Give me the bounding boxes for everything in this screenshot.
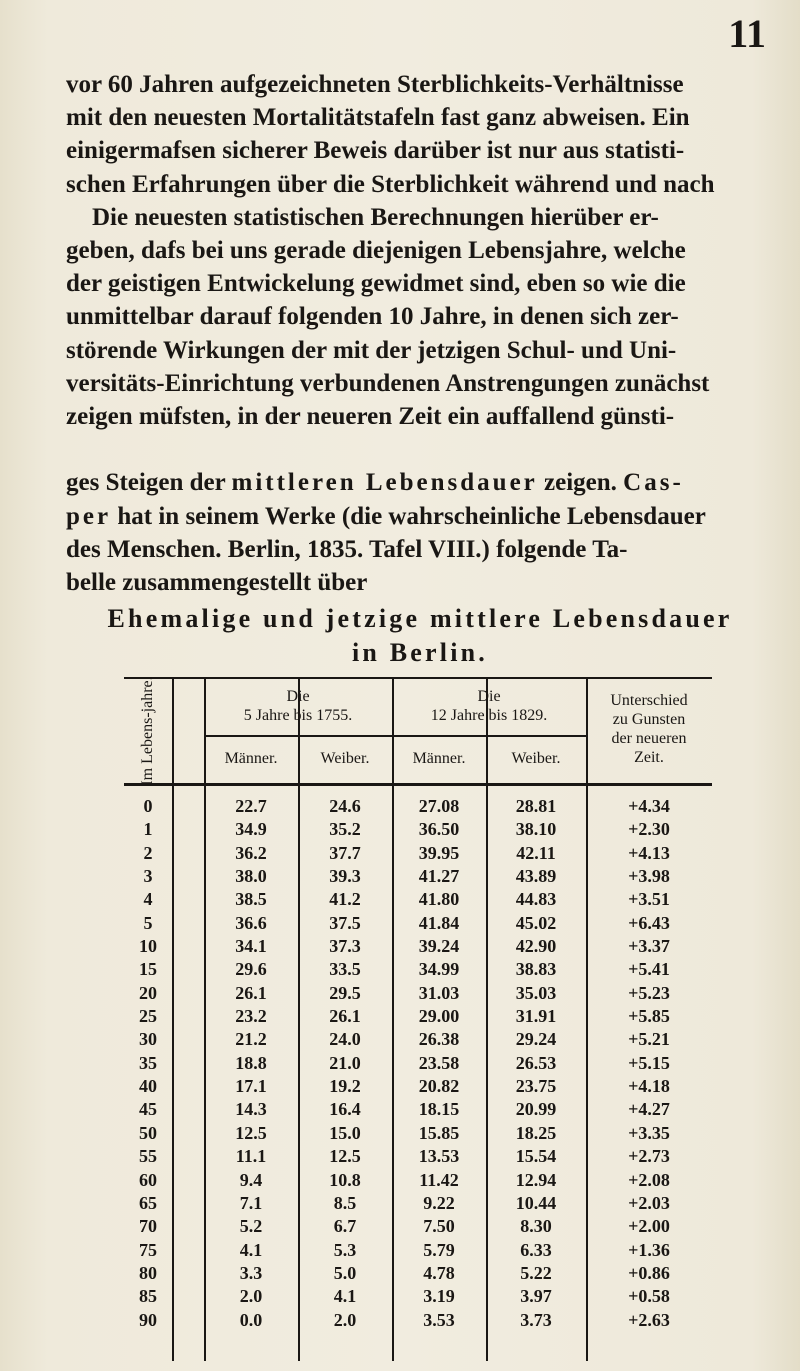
cell-maenner-1755: 3.3 — [239, 1262, 263, 1283]
cell-weiber-1829: 31.91 — [515, 1006, 557, 1027]
cell-weiber-1755: 37.7 — [329, 842, 361, 863]
cell-maenner-1829: 26.38 — [418, 1029, 460, 1050]
cell-unterschied: +1.36 — [628, 1239, 670, 1260]
table-row — [124, 1005, 712, 1028]
cell-weiber-1755: 35.2 — [329, 819, 361, 840]
table-row — [124, 865, 712, 888]
cell-unterschied: +6.43 — [628, 912, 670, 933]
body-text — [66, 68, 786, 599]
cell-lebensjahr: 3 — [143, 866, 153, 887]
cell-lebensjahr: 70 — [139, 1216, 157, 1237]
cell-maenner-1829: 31.03 — [418, 982, 460, 1003]
cell-unterschied: +4.18 — [628, 1076, 670, 1097]
column-group-1755: Die 5 Jahre bis 1755. — [243, 688, 353, 724]
cell-unterschied: +2.73 — [628, 1146, 670, 1167]
cell-weiber-1755: 37.5 — [329, 912, 361, 933]
cell-lebensjahr: 15 — [139, 959, 157, 980]
table-row — [124, 1239, 712, 1262]
cell-lebensjahr: 90 — [139, 1309, 157, 1330]
cell-weiber-1755: 29.5 — [329, 982, 361, 1003]
cell-maenner-1755: 12.5 — [235, 1122, 267, 1143]
cell-unterschied: +5.41 — [628, 959, 670, 980]
cell-weiber-1755: 4.1 — [333, 1286, 357, 1307]
cell-weiber-1755: 33.5 — [329, 959, 361, 980]
cell-weiber-1829: 15.54 — [515, 1146, 557, 1167]
cell-maenner-1829: 29.00 — [418, 1006, 460, 1027]
table-row — [124, 1075, 712, 1098]
cell-weiber-1829: 42.90 — [515, 936, 557, 957]
cell-maenner-1755: 38.0 — [235, 866, 267, 887]
cell-lebensjahr: 60 — [139, 1169, 157, 1190]
table-row — [124, 982, 712, 1005]
cell-lebensjahr: 75 — [139, 1239, 157, 1260]
cell-unterschied: +0.58 — [628, 1286, 670, 1307]
cell-maenner-1829: 3.19 — [423, 1286, 455, 1307]
cell-weiber-1829: 8.30 — [520, 1216, 552, 1237]
table-row — [124, 795, 712, 818]
table-row — [124, 1098, 712, 1121]
cell-lebensjahr: 0 — [143, 796, 153, 816]
cell-maenner-1829: 11.42 — [419, 1169, 459, 1190]
cell-maenner-1829: 5.79 — [423, 1239, 455, 1260]
page-number: 11 — [728, 11, 766, 56]
cell-lebensjahr: 25 — [139, 1006, 157, 1027]
cell-weiber-1829: 3.97 — [520, 1286, 552, 1307]
cell-maenner-1755: 36.6 — [235, 912, 267, 933]
cell-unterschied: +2.63 — [628, 1309, 670, 1330]
cell-weiber-1755: 15.0 — [329, 1122, 361, 1143]
cell-weiber-1755: 8.5 — [333, 1192, 357, 1213]
cell-weiber-1755: 41.2 — [329, 889, 361, 910]
cell-maenner-1755: 23.2 — [235, 1006, 267, 1027]
table-row — [124, 1145, 712, 1168]
cell-unterschied: +2.08 — [628, 1169, 670, 1190]
paragraph-2: Die neuesten statistischen Berechnungen hierüber er- geben, dafs bei uns gerade diejenigen Lebensjahre, welche der geistigen Entwickelung gewidmet sind, eben so wie die unmittelbar darauf folgenden 10 Jahre, in denen sich zer- störende Wirkungen der mit der jetzigen Schul- und Uni- versitäts-Einrichtung verbundenen Anstrengungen zunächst zeigen müfsten, in der neueren Zeit ein auffallend günsti- ges Steigen der mittleren Lebensdauer zeigen. Cas- per hat in seinem Werke (die wahrscheinliche Lebensdauer des Menschen. Berlin, 1835. Tafel VIII.) folgende Ta- belle zusammengestellt über — [66, 203, 710, 597]
table-row — [124, 1052, 712, 1075]
cell-weiber-1829: 42.11 — [516, 842, 556, 863]
column-header-weiber-1: Weiber. — [320, 750, 370, 767]
cell-weiber-1829: 45.02 — [515, 912, 557, 933]
cell-weiber-1829: 44.83 — [515, 889, 557, 910]
cell-weiber-1829: 18.25 — [515, 1122, 557, 1143]
table-title: Ehemalige und jetzige mittlere Lebensdauer in Berlin. — [107, 604, 733, 667]
cell-maenner-1755: 9.4 — [239, 1169, 263, 1190]
cell-lebensjahr: 55 — [139, 1146, 157, 1167]
cell-weiber-1829: 20.99 — [515, 1099, 557, 1120]
cell-weiber-1829: 3.73 — [520, 1309, 552, 1330]
table-row — [124, 1028, 712, 1051]
cell-maenner-1829: 13.53 — [418, 1146, 460, 1167]
cell-lebensjahr: 80 — [139, 1262, 157, 1283]
emphasis-casper-2: per — [66, 502, 112, 530]
cell-weiber-1755: 16.4 — [329, 1099, 361, 1120]
column-header-unterschied: Unterschied zu Gunsten der neueren Zeit. — [610, 692, 688, 766]
table-body — [124, 795, 712, 1332]
table-row — [124, 1122, 712, 1145]
cell-unterschied: +2.03 — [628, 1192, 670, 1213]
table-top-rule — [124, 677, 712, 679]
cell-maenner-1755: 21.2 — [235, 1029, 267, 1050]
cell-maenner-1829: 34.99 — [418, 959, 460, 980]
cell-weiber-1755: 24.6 — [329, 796, 361, 816]
cell-lebensjahr: 5 — [143, 912, 153, 933]
cell-unterschied: +2.00 — [628, 1216, 670, 1237]
table-row — [124, 1262, 712, 1285]
cell-maenner-1755: 4.1 — [239, 1239, 263, 1260]
cell-maenner-1755: 18.8 — [235, 1052, 267, 1073]
cell-maenner-1755: 36.2 — [235, 842, 267, 863]
cell-weiber-1755: 26.1 — [329, 1006, 361, 1027]
cell-maenner-1755: 0.0 — [239, 1309, 263, 1330]
cell-maenner-1755: 29.6 — [235, 959, 267, 980]
paragraph-1: vor 60 Jahren aufgezeichneten Sterblichkeits-Verhältnisse mit den neuesten Mortalitätstafeln fast ganz abweisen. Ein einigermafsen sicherer Beweis darüber ist nur aus statisti- schen Erfahrungen über die Sterblichkeit während und nach — [66, 71, 715, 198]
cell-maenner-1755: 17.1 — [235, 1076, 267, 1097]
cell-unterschied: +5.23 — [628, 982, 670, 1003]
emphasis-mittleren-lebensdauer: mittleren Lebensdauer — [231, 469, 538, 497]
cell-maenner-1829: 39.95 — [418, 842, 460, 863]
cell-maenner-1829: 27.08 — [418, 796, 460, 816]
cell-weiber-1829: 23.75 — [515, 1076, 557, 1097]
cell-weiber-1829: 38.83 — [515, 959, 557, 980]
cell-unterschied: +3.35 — [628, 1122, 670, 1143]
cell-unterschied: +5.15 — [628, 1052, 670, 1073]
cell-maenner-1829: 41.80 — [418, 889, 460, 910]
cell-weiber-1755: 5.0 — [333, 1262, 357, 1283]
cell-lebensjahr: 2 — [143, 842, 153, 863]
cell-lebensjahr: 30 — [139, 1029, 157, 1050]
cell-lebensjahr: 45 — [139, 1099, 157, 1120]
cell-unterschied: +3.98 — [628, 866, 670, 887]
cell-lebensjahr: 40 — [139, 1076, 157, 1097]
cell-weiber-1829: 5.22 — [520, 1262, 552, 1283]
cell-lebensjahr: 10 — [139, 936, 157, 957]
cell-maenner-1829: 15.85 — [418, 1122, 460, 1143]
cell-unterschied: +2.30 — [628, 819, 670, 840]
table-row — [124, 912, 712, 935]
cell-unterschied: +4.27 — [628, 1099, 670, 1120]
cell-maenner-1829: 9.22 — [423, 1192, 455, 1213]
cell-maenner-1829: 39.24 — [418, 936, 460, 957]
cell-weiber-1755: 6.7 — [333, 1216, 357, 1237]
cell-lebensjahr: 85 — [139, 1286, 157, 1307]
cell-weiber-1829: 28.81 — [515, 796, 557, 816]
table-row — [124, 842, 712, 865]
cell-maenner-1829: 3.53 — [423, 1309, 455, 1330]
cell-weiber-1829: 29.24 — [515, 1029, 557, 1050]
cell-maenner-1829: 36.50 — [418, 819, 460, 840]
cell-maenner-1829: 20.82 — [418, 1076, 460, 1097]
cell-weiber-1829: 35.03 — [515, 982, 557, 1003]
table-row — [124, 1309, 712, 1332]
cell-maenner-1829: 4.78 — [423, 1262, 455, 1283]
cell-maenner-1755: 34.1 — [235, 936, 267, 957]
table-row — [124, 1215, 712, 1238]
cell-lebensjahr: 4 — [143, 889, 153, 910]
table-row — [124, 1169, 712, 1192]
cell-weiber-1829: 10.44 — [515, 1192, 557, 1213]
cell-weiber-1755: 2.0 — [333, 1309, 357, 1330]
cell-weiber-1755: 10.8 — [329, 1169, 361, 1190]
cell-weiber-1755: 39.3 — [329, 866, 361, 887]
cell-maenner-1755: 38.5 — [235, 889, 267, 910]
table-row — [124, 1285, 712, 1308]
cell-unterschied: +3.37 — [628, 936, 670, 957]
table-header-rule — [124, 783, 712, 786]
cell-maenner-1755: 22.7 — [235, 796, 267, 816]
cell-unterschied: +0.86 — [628, 1262, 670, 1283]
cell-lebensjahr: 35 — [139, 1052, 157, 1073]
cell-weiber-1829: 38.10 — [515, 819, 557, 840]
emphasis-casper-1: Cas- — [623, 469, 684, 497]
cell-maenner-1755: 14.3 — [235, 1099, 267, 1120]
cell-unterschied: +4.34 — [628, 796, 670, 816]
column-header-maenner-1: Männer. — [224, 750, 278, 767]
cell-maenner-1829: 7.50 — [423, 1216, 455, 1237]
cell-unterschied: +5.21 — [628, 1029, 670, 1050]
cell-lebensjahr: 50 — [139, 1122, 157, 1143]
cell-lebensjahr: 1 — [143, 819, 153, 840]
cell-maenner-1755: 2.0 — [239, 1286, 263, 1307]
cell-maenner-1755: 34.9 — [235, 819, 267, 840]
cell-weiber-1829: 12.94 — [515, 1169, 557, 1190]
cell-maenner-1755: 11.1 — [235, 1146, 267, 1167]
cell-weiber-1755: 19.2 — [329, 1076, 361, 1097]
cell-maenner-1755: 7.1 — [239, 1192, 263, 1213]
column-header-maenner-2: Männer. — [412, 750, 466, 767]
table-row — [124, 935, 712, 958]
cell-weiber-1755: 24.0 — [329, 1029, 361, 1050]
cell-unterschied: +3.51 — [628, 889, 670, 910]
table-row — [124, 958, 712, 981]
cell-weiber-1755: 5.3 — [333, 1239, 357, 1260]
column-header-lebensjahre: Im Lebens-jahre. — [139, 676, 156, 786]
cell-maenner-1755: 26.1 — [235, 982, 267, 1003]
table-subheader-rule — [204, 735, 586, 737]
cell-unterschied: +5.85 — [628, 1006, 670, 1027]
cell-lebensjahr: 65 — [139, 1192, 157, 1213]
table-row — [124, 888, 712, 911]
cell-weiber-1755: 12.5 — [329, 1146, 361, 1167]
table-row — [124, 818, 712, 841]
cell-weiber-1829: 6.33 — [520, 1239, 552, 1260]
column-header-weiber-2: Weiber. — [511, 750, 561, 767]
cell-maenner-1829: 41.84 — [418, 912, 460, 933]
cell-maenner-1829: 23.58 — [418, 1052, 460, 1073]
cell-lebensjahr: 20 — [139, 982, 157, 1003]
cell-weiber-1755: 21.0 — [329, 1052, 361, 1073]
cell-maenner-1755: 5.2 — [239, 1216, 263, 1237]
life-expectancy-table — [124, 677, 712, 1361]
column-group-1829: Die 12 Jahre bis 1829. — [430, 688, 548, 724]
table-row — [124, 1192, 712, 1215]
cell-weiber-1755: 37.3 — [329, 936, 361, 957]
cell-maenner-1829: 41.27 — [418, 866, 460, 887]
cell-maenner-1829: 18.15 — [418, 1099, 460, 1120]
cell-weiber-1829: 43.89 — [515, 866, 557, 887]
cell-weiber-1829: 26.53 — [515, 1052, 557, 1073]
cell-unterschied: +4.13 — [628, 842, 670, 863]
